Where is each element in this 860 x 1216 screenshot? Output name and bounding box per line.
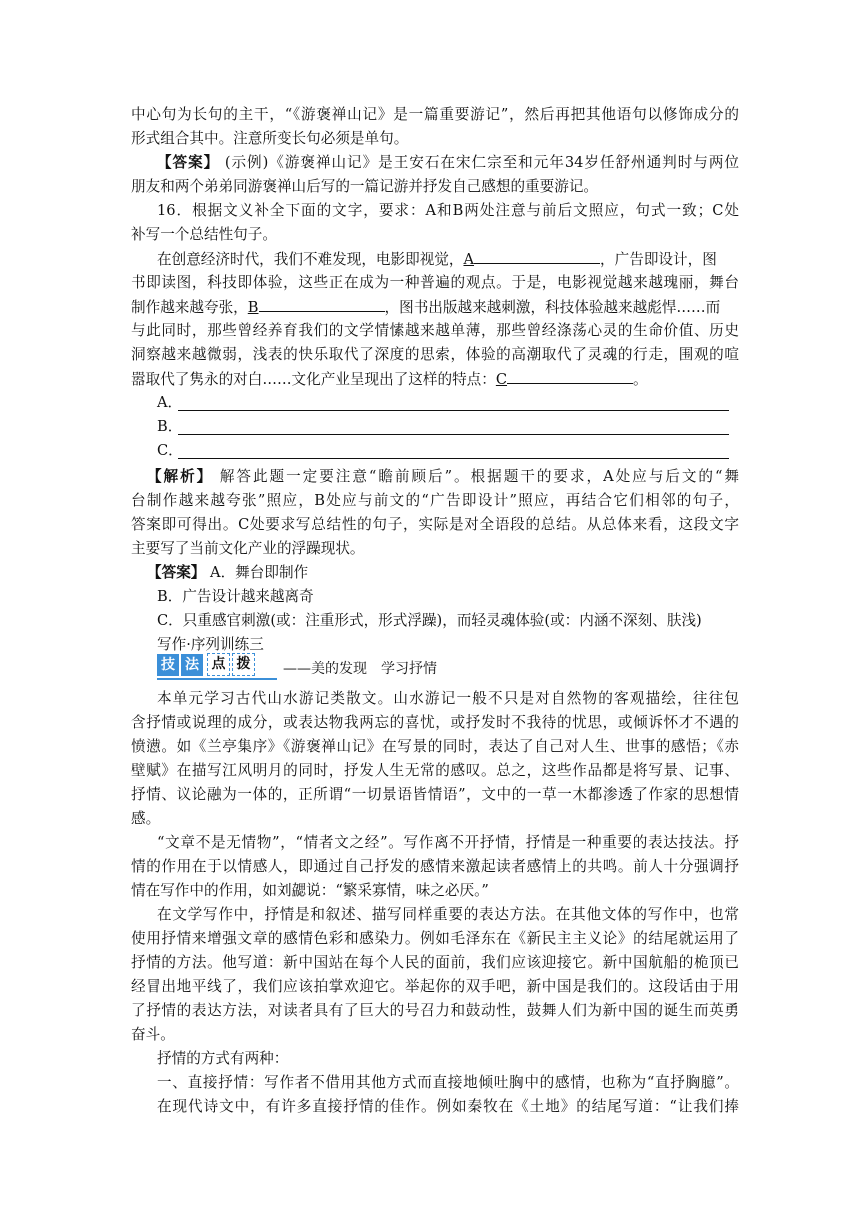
body-line: 本单元学习古代山水游记类散文。山水游记一般不只是对自然物的客观描绘，往往包: [157, 690, 739, 707]
option-label-c: C．: [157, 442, 183, 459]
analysis-line: 主要写了当前文化产业的浮躁现状。: [131, 540, 365, 557]
body-line: 感。: [131, 810, 161, 827]
body-line: 了抒情的表达方法，对读者具有了巨大的号召力和鼓动性，鼓舞人们为新中国的诞生而英勇: [131, 1002, 739, 1019]
badge-char: 技: [157, 654, 179, 676]
body-line: 抒情、议论融为一体的，正所谓“一切景语皆情语”，文中的一草一木都渗透了作家的思想情: [131, 786, 739, 803]
body-line: 抒情的方法。他写道：新中国站在每个人民的面前，我们应该迎接它。新中国航船的桅顶已: [131, 954, 739, 971]
answer-line: [147, 561, 739, 585]
body-line: 抒情的方式有两种：: [157, 1050, 289, 1067]
answer-line: B．广告设计越来越离奇: [157, 588, 314, 605]
option-label-a: A．: [157, 394, 183, 411]
blank-b[interactable]: [259, 295, 385, 312]
passage-text: 嚣取代了隽永的对白……文化产业呈现出了这样的特点：: [131, 371, 496, 388]
answer-line-a[interactable]: [178, 410, 729, 411]
blank-c[interactable]: [507, 367, 633, 384]
answer-line: [157, 151, 739, 175]
question-stem: 16．根据文义补全下面的文字，要求：A和B两处注意与前后文照应，句式一致；C处: [157, 202, 739, 219]
blank-a-marker: A: [463, 251, 475, 268]
passage-line: 与此同时，那些曾经养育我们的文学情愫越来越单薄，那些曾经涤荡心灵的生命价值、历史: [131, 322, 739, 339]
passage-line: 书即读图，科技即体验，这些正在成为一种普遍的观点。于是，电影视觉越来越瑰丽，舞台: [131, 274, 739, 291]
body-line: 情的作用在于以情感人，即通过自己抒发的感情来激起读者感情上的共鸣。前人十分强调抒: [131, 858, 739, 875]
blank-c-marker: C: [495, 371, 508, 388]
passage-line: [131, 367, 739, 392]
passage-text: ，图书出版越来越刺激，科技体验越来越彪悍……而: [384, 299, 721, 316]
body-line: 愤懑。如《兰亭集序》《游褒禅山记》在写景的同时，表达了自己对人生、世事的感悟；《赤: [131, 738, 739, 755]
answer-line-c[interactable]: [178, 458, 729, 459]
answer-label: 【答案】: [157, 154, 220, 171]
passage-line: [131, 295, 739, 320]
answer-text: (示例)《游褒禅山记》是王安石在宋仁宗至和元年34岁任舒州通判时与两位: [224, 154, 739, 171]
passage-line: 洞察越来越微弱，浅表的快乐取代了深度的思索，体验的高潮取代了灵魂的行走，围观的喧: [131, 346, 739, 363]
body-line: 使用抒情来增强文章的感情色彩和感染力。例如毛泽东在《新民主主义论》的结尾就运用了: [131, 930, 739, 947]
section-subtitle: ——美的发现 学习抒情: [283, 661, 437, 677]
body-line: 在现代诗文中，有许多直接抒情的佳作。例如秦牧在《土地》的结尾写道：“让我们捧: [157, 1098, 739, 1115]
body-line: “文章不是无情物”，“情者文之经”。写作离不开抒情，抒情是一种重要的表达技法。抒: [157, 834, 739, 851]
passage-text: ，广告即设计，图: [600, 251, 717, 268]
blank-a[interactable]: [474, 247, 600, 264]
analysis-line: 答案即可得出。C处要求写总结性的句子，实际是对全语段的总结。从总体来看，这段文字: [131, 516, 739, 533]
text-line: 形式组合其中。注意所变长句必须是单句。: [131, 130, 409, 147]
badge-underline: [157, 678, 277, 680]
body-line: 一、直接抒情：写作者不借用其他方式而直接地倾吐胸中的感情，也称为“直抒胸臆”。: [157, 1074, 739, 1091]
passage-text: 制作越来越夸张，: [131, 299, 248, 316]
passage-text: 在创意经济时代，我们不难发现，电影即视觉，: [157, 251, 464, 268]
body-line: 壁赋》在描写江风明月的同时，抒发人生无常的感叹。总之，这些作品都是将写景、记事、: [131, 762, 739, 779]
passage-line: [157, 247, 739, 272]
body-line: 在文学写作中，抒情是和叙述、描写同样重要的表达方法。在其他文体的写作中，也常: [157, 906, 739, 923]
badge-char: 点: [207, 653, 230, 676]
answer-text: A．舞台即制作: [210, 564, 309, 581]
body-line: 经冒出地平线了，我们应该拍掌欢迎它。举起你的双手吧，新中国是我们的。这段话由于用: [131, 978, 739, 995]
body-line: 情在写作中的作用，如刘勰说：“繁采寡情，味之必厌。”: [131, 882, 489, 899]
badge-char: 拨: [232, 653, 255, 676]
body-line: 奋斗。: [131, 1026, 175, 1043]
body-line: 含抒情或说理的成分，或表达物我两忘的喜忧，或抒发时不我待的忧思，或倾诉怀才不遇的: [131, 714, 739, 731]
analysis-text: 解答此题一定要注意“瞻前顾后”。根据题干的要求，A处应与后文的“舞: [219, 468, 739, 485]
analysis-label: 【解析】: [147, 468, 214, 485]
technique-badge: [157, 653, 255, 676]
badge-char: 法: [181, 654, 203, 676]
passage-text: 。: [633, 371, 648, 388]
question-stem: 补写一个总结性句子。: [131, 226, 277, 243]
option-label-b: B．: [157, 418, 183, 435]
answer-line-b[interactable]: [178, 434, 729, 435]
text-line: 朋友和两个弟弟同游褒禅山后写的一篇记游并抒发自己感想的重要游记。: [131, 178, 599, 195]
text-line: 中心句为长句的主干，“《游褒禅山记》是一篇重要游记”，然后再把其他语句以修饰成分的: [131, 106, 739, 123]
analysis-line: [147, 465, 739, 489]
blank-b-marker: B: [247, 299, 259, 316]
answer-line: C．只重感官刺激(或：注重形式，形式浮躁)，而轻灵魂体验(或：内涵不深刻、肤浅): [157, 612, 702, 629]
section-title: 写作·序列训练三: [157, 636, 264, 653]
analysis-line: 台制作越来越夸张”照应，B处应与前文的“广告即设计”照应，再结合它们相邻的句子，: [131, 492, 739, 509]
answer-label: 【答案】: [147, 564, 206, 581]
